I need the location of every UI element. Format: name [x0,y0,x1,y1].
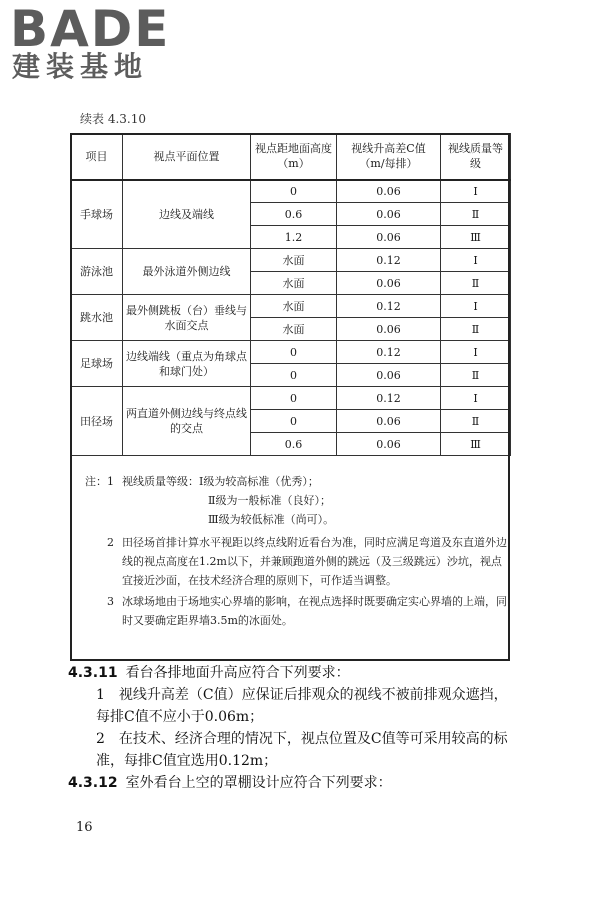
c-value-cell: 0.12 [337,341,441,364]
project-cell: 手球场 [71,180,123,249]
header-position: 视点平面位置 [123,134,251,180]
height-cell: 水面 [251,318,337,341]
position-cell: 边线及端线 [123,180,251,249]
grade-cell: Ⅲ [441,433,511,456]
clause-4-3-12 [68,772,518,794]
height-cell: 0.6 [251,433,337,456]
c-value-cell: 0.12 [337,387,441,410]
clause-item-1: 1 视线升高差（C值）应保证后排观众的视线不被前排观众遮挡，每排C值不应小于0.06m； [96,687,508,725]
height-cell: 0.6 [251,203,337,226]
page-number: 16 [76,820,93,835]
c-value-cell: 0.12 [337,295,441,318]
position-cell: 最外泳道外侧边线 [123,249,251,295]
table-row [71,295,511,318]
c-value-cell: 0.12 [337,249,441,272]
c-value-cell: 0.06 [337,226,441,249]
clause-section [68,662,518,794]
table-caption: 续表 4.3.10 [80,112,146,126]
c-value-cell: 0.06 [337,410,441,433]
height-cell: 0 [251,410,337,433]
height-cell: 水面 [251,249,337,272]
brand-logo: BADE [10,0,171,58]
c-value-cell: 0.06 [337,318,441,341]
grade-cell: Ⅱ [441,410,511,433]
project-cell: 田径场 [71,387,123,456]
header-grade: 视线质量等级 [441,134,511,180]
grade-cell: Ⅰ [441,295,511,318]
table-notes [80,472,508,630]
height-cell: 0 [251,180,337,203]
header-height: 视点距地面高度（m） [251,134,337,180]
grade-cell: Ⅱ [441,272,511,295]
clause-number: 4.3.12 [68,775,118,791]
height-cell: 水面 [251,295,337,318]
clause-4-3-11 [68,662,518,684]
note-3-number: 3 [107,595,114,608]
c-value-cell: 0.06 [337,203,441,226]
c-value-cell: 0.06 [337,364,441,387]
height-cell: 0 [251,364,337,387]
grade-cell: Ⅰ [441,249,511,272]
project-cell: 足球场 [71,341,123,387]
header-c-value: 视线升高差C值（m/每排） [337,134,441,180]
height-cell: 水面 [251,272,337,295]
table-row [71,387,511,410]
table-header-row [71,134,511,180]
height-cell: 1.2 [251,226,337,249]
clause-number: 4.3.11 [68,665,118,681]
header-project: 项目 [71,134,123,180]
c-value-cell: 0.06 [337,180,441,203]
height-cell: 0 [251,387,337,410]
grade-cell: Ⅰ [441,180,511,203]
note-3-text: 冰球场地由于场地实心界墙的影响，在视点选择时既要确定实心界墙的上端，同时又要确定距界墙3.5m的冰面处。 [122,595,507,627]
table-row [71,341,511,364]
project-cell: 跳水池 [71,295,123,341]
grade-cell: Ⅰ [441,387,511,410]
table-row [71,180,511,203]
clause-item-2: 2 在技术、经济合理的情况下，视点位置及C值等可采用较高的标准，每排C值宜选用0.12m； [96,731,508,769]
note-label: 注：1 [85,475,114,488]
position-cell: 边线端线（重点为角球点和球门处） [123,341,251,387]
grade-cell: Ⅱ [441,318,511,341]
grade-cell: Ⅱ [441,364,511,387]
table-row [71,249,511,272]
note-2-text: 田径场首排计算水平视距以终点线附近看台为准，同时应满足弯道及东直道外边线的视点高度在1.2m以下，并兼顾跑道外侧的跳远（及三级跳远）沙坑，视点宜接近沙面，在技术经济合理的原则下，可作适当调整。 [122,536,507,587]
project-cell: 游泳池 [71,249,123,295]
position-cell: 两直道外侧边线与终点线的交点 [123,387,251,456]
grade-cell: Ⅱ [441,203,511,226]
c-value-cell: 0.06 [337,433,441,456]
clause-text: 看台各排地面升高应符合下列要求： [125,665,350,681]
height-cell: 0 [251,341,337,364]
note-1-line-1: 视线质量等级：Ⅰ级为较高标准（优秀）； [122,475,319,488]
c-value-cell: 0.06 [337,272,441,295]
sightline-table [70,133,511,456]
clause-text: 室外看台上空的罩棚设计应符合下列要求： [125,775,392,791]
grade-cell: Ⅰ [441,341,511,364]
position-cell: 最外侧跳板（台）垂线与水面交点 [123,295,251,341]
brand-logo-subtitle: 建装基地 [12,50,149,83]
note-2-number: 2 [107,536,114,549]
note-1-line-3: Ⅲ级为较低标准（尚可）。 [208,513,335,526]
note-1-line-2: Ⅱ级为一般标准（良好）； [208,494,331,507]
grade-cell: Ⅲ [441,226,511,249]
